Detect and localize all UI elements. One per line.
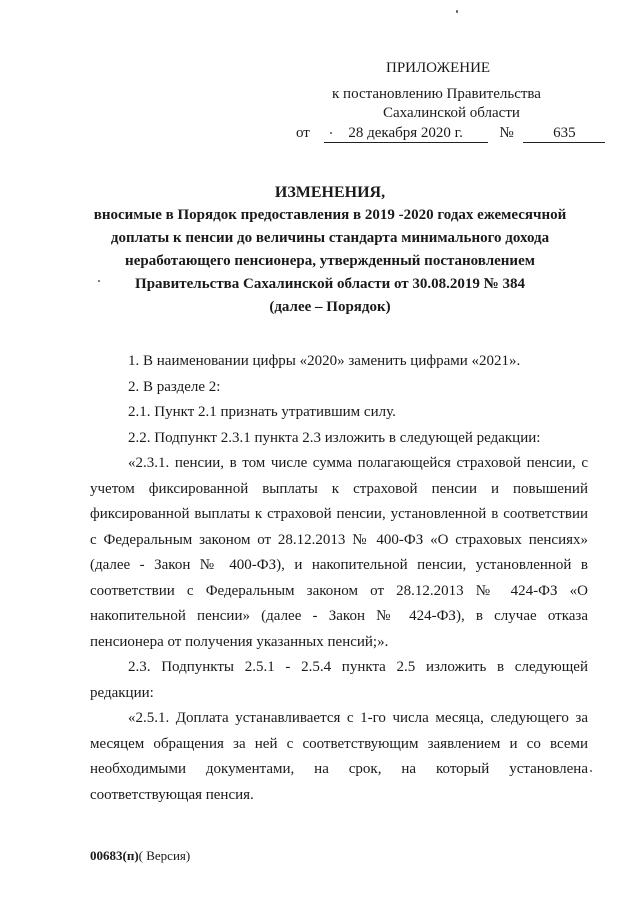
paragraph-5-line: накопительной пенсии» (далее - Закон № 424-ФЗ), в случае отказа — [90, 608, 588, 624]
document-footer — [90, 848, 190, 864]
paragraph-7-line: месяцем обращения за ней с соответствующим заявлением и со всеми — [90, 735, 588, 752]
date-number-line — [296, 124, 605, 143]
paragraph-5-line: «2.3.1. пенсии, в том числе сумма полагающейся страховой пенсии, с — [128, 455, 588, 471]
appendix-title: ПРИЛОЖЕНИЕ — [386, 60, 491, 76]
paragraph-3: 2.1. Пункт 2.1 признать утратившим силу. — [128, 404, 396, 420]
document-title — [40, 181, 620, 319]
title-line: вносимые в Порядок предоставления в 2019 -2020 годах ежемесячной — [93, 207, 567, 223]
paragraph-5-line: (далее - Закон № 400-ФЗ), и накопительной пенсии, установленной в — [90, 557, 588, 573]
version-label: ( Версия) — [138, 848, 191, 863]
paragraph-6-line: 2.3. Подпункты 2.5.1 - 2.5.4 пункта 2.5 изложить в следующей — [128, 659, 588, 675]
region-line: Сахалинской области — [383, 105, 520, 121]
scan-speck — [98, 280, 100, 282]
title-main: ИЗМЕНЕНИЯ, — [274, 184, 386, 201]
paragraph-5-line: фиксированной выплаты к страховой пенсии, установленной в соответствии — [90, 506, 588, 522]
resolution-date: 28 декабря 2020 г. — [324, 124, 488, 143]
paragraph-5-line: учетом фиксированной выплаты к страховой пенсии и повышений — [90, 480, 588, 497]
title-line: Правительства Сахалинской области от 30.08.2019 № 384 — [135, 276, 525, 292]
paragraph-2: 2. В разделе 2: — [128, 378, 221, 395]
title-line: неработающего пенсионера, утвержденный постановлением — [125, 253, 535, 269]
paragraph-1: 1. В наименовании цифры «2020» заменить цифрами «2021». — [128, 353, 521, 369]
title-line: (далее – Порядок) — [269, 299, 391, 315]
paragraph-7-line: соответствующая пенсия. — [90, 786, 254, 803]
title-line: доплаты к пенсии до величины стандарта минимального дохода — [110, 230, 550, 246]
scan-speck — [330, 132, 332, 134]
document-code: 00683(п) — [90, 848, 139, 863]
paragraph-5-line: пенсионера от получения указанных пенсий;». — [90, 633, 389, 650]
resolution-number: 635 — [523, 124, 605, 143]
document-body — [90, 349, 588, 808]
scan-speck — [456, 10, 458, 13]
resolution-line: к постановлению Правительства — [332, 86, 541, 102]
paragraph-5-line: соответствии с Федеральным законом от 28.12.2013 № 424-ФЗ «О — [90, 582, 588, 599]
paragraph-6-line: редакции: — [90, 684, 154, 701]
paragraph-7-line: необходимыми документами, на срок, на который установлена — [90, 761, 588, 777]
number-label: № — [499, 125, 514, 141]
paragraph-5-line: с Федеральным законом от 28.12.2013 № 400-ФЗ «О страховых пенсиях» — [90, 531, 588, 548]
scan-speck — [590, 770, 592, 772]
from-label: от — [296, 125, 310, 141]
paragraph-4: 2.2. Подпункт 2.3.1 пункта 2.3 изложить в следующей редакции: — [128, 429, 541, 446]
paragraph-7-line: «2.5.1. Доплата устанавливается с 1-го числа месяца, следующего за — [128, 710, 588, 726]
